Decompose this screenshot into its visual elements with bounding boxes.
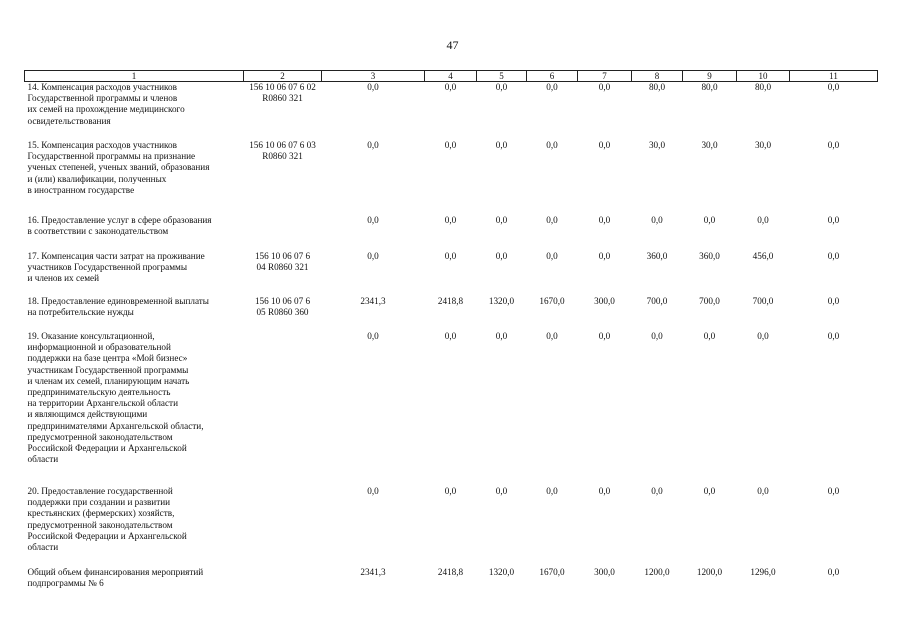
value-cell-col-6: 0,0 bbox=[546, 140, 558, 150]
column-header: 5 bbox=[477, 71, 527, 82]
table-header-row bbox=[25, 71, 878, 82]
value-cell-col-9: 80,0 bbox=[701, 82, 718, 92]
row-name-line: и являющимся действующими bbox=[27, 409, 148, 420]
row-name bbox=[25, 140, 244, 215]
column-header: 4 bbox=[425, 71, 477, 82]
value-cell-col-4: 0,0 bbox=[444, 331, 457, 341]
table-row bbox=[25, 331, 878, 486]
value-cell-col-5: 0,0 bbox=[495, 251, 508, 261]
budget-code bbox=[244, 567, 322, 591]
column-header: 2 bbox=[244, 71, 322, 82]
financing-table bbox=[24, 70, 878, 591]
value-cell-col-4: 0,0 bbox=[444, 215, 457, 225]
value-cell-col-11: 0,0 bbox=[827, 215, 840, 225]
row-name-line: в иностранном государстве bbox=[27, 184, 135, 195]
value-cell-col-10: 456,0 bbox=[752, 251, 774, 261]
value-cell-col-5: 0,0 bbox=[495, 486, 508, 496]
value-cell-col-8: 0,0 bbox=[651, 215, 663, 225]
value-cell-col-10: 30,0 bbox=[754, 140, 772, 150]
value-cell-col-3: 0,0 bbox=[367, 215, 379, 225]
row-name-line: 18. Предоставление единовременной выплаты bbox=[27, 296, 209, 306]
row-name-line: ученых степеней, ученых званий, образования bbox=[27, 162, 210, 173]
row-name-line: 16. Предоставление услуг в сфере образования bbox=[27, 215, 212, 225]
value-cell-col-11: 0,0 bbox=[827, 331, 840, 341]
value-cell-col-7: 0,0 bbox=[598, 331, 611, 341]
value-cell-col-8: 0,0 bbox=[651, 486, 663, 496]
value-cell-col-3: 0,0 bbox=[367, 82, 379, 92]
budget-code-line: 04 R0860 321 bbox=[256, 262, 309, 273]
table-row bbox=[25, 140, 878, 215]
row-name-line: Государственной программы на признание bbox=[27, 151, 196, 162]
value-cell-col-3: 0,0 bbox=[367, 140, 379, 150]
budget-code bbox=[244, 82, 322, 141]
row-name bbox=[25, 251, 244, 296]
column-header: 9 bbox=[683, 71, 737, 82]
value-cell-col-8: 360,0 bbox=[646, 251, 668, 261]
budget-code-line: R0860 321 bbox=[262, 151, 303, 162]
value-cell-col-7: 0,0 bbox=[598, 82, 611, 92]
row-name-line: Общий объем финансирования мероприятий bbox=[27, 567, 204, 577]
value-cell-col-4: 0,0 bbox=[444, 486, 457, 496]
page-number: 47 bbox=[446, 38, 459, 52]
table-row bbox=[25, 486, 878, 567]
column-header: 6 bbox=[527, 71, 578, 82]
row-name-line: и членов их семей bbox=[27, 273, 100, 284]
budget-code bbox=[244, 331, 322, 486]
row-name bbox=[25, 486, 244, 567]
value-cell-col-5: 0,0 bbox=[495, 140, 508, 150]
row-name-line: поддержки при создании и развитии bbox=[27, 497, 171, 508]
row-name-line: участников Государственной программы bbox=[27, 262, 188, 273]
table-row bbox=[25, 82, 878, 141]
row-name bbox=[25, 82, 244, 141]
value-cell-col-5: 0,0 bbox=[495, 82, 508, 92]
row-name-line: и (или) квалификации, полученных bbox=[27, 173, 167, 184]
row-name-line: участникам Государственной программы bbox=[27, 364, 189, 375]
table-row bbox=[25, 251, 878, 296]
budget-code-line: 156 10 06 07 6 bbox=[254, 251, 311, 261]
value-cell-col-4: 0,0 bbox=[444, 251, 457, 261]
value-cell-col-8: 0,0 bbox=[651, 331, 663, 341]
value-cell-col-7: 0,0 bbox=[598, 251, 611, 261]
row-name-line: освидетельствования bbox=[27, 115, 111, 126]
column-header: 10 bbox=[737, 71, 790, 82]
value-cell-col-3: 0,0 bbox=[367, 251, 379, 261]
row-name-line: их семей на прохождение медицинского bbox=[27, 104, 185, 115]
value-cell-col-10: 0,0 bbox=[757, 331, 769, 341]
budget-code bbox=[244, 486, 322, 567]
budget-code bbox=[244, 215, 322, 251]
value-cell-col-9: 0,0 bbox=[703, 215, 716, 225]
column-header: 8 bbox=[632, 71, 683, 82]
row-name-line: предпринимателями Архангельской области, bbox=[27, 420, 204, 431]
value-cell-col-8: 700,0 bbox=[646, 296, 668, 306]
budget-code-line: R0860 321 bbox=[262, 93, 303, 104]
value-cell-col-11: 0,0 bbox=[827, 486, 840, 496]
value-cell-col-7: 0,0 bbox=[598, 486, 611, 496]
row-name-line: поддержки на базе центра «Мой бизнес» bbox=[27, 353, 188, 364]
value-cell-col-9: 0,0 bbox=[703, 331, 716, 341]
row-name bbox=[25, 331, 244, 486]
value-cell-col-7: 0,0 bbox=[598, 215, 611, 225]
value-cell-col-5: 1320,0 bbox=[488, 296, 515, 306]
row-name-line: предусмотренной законодательством bbox=[27, 431, 173, 442]
value-cell-col-11: 0,0 bbox=[827, 251, 840, 261]
value-cell-col-5: 1320,0 bbox=[488, 567, 515, 577]
column-header: 1 bbox=[25, 71, 244, 82]
budget-code-line: 156 10 06 07 6 bbox=[254, 296, 311, 306]
row-name-line: Российской Федерации и Архангельской bbox=[27, 443, 187, 454]
value-cell-col-9: 0,0 bbox=[703, 486, 716, 496]
value-cell-col-3: 0,0 bbox=[367, 486, 379, 496]
row-name-line: Российской Федерации и Архангельской bbox=[27, 530, 187, 541]
value-cell-col-7: 300,0 bbox=[594, 296, 615, 306]
table-row bbox=[25, 296, 878, 331]
value-cell-col-11: 0,0 bbox=[827, 567, 840, 577]
budget-code bbox=[244, 251, 322, 296]
row-name-line: 14. Компенсация расходов участников bbox=[27, 82, 177, 92]
row-name bbox=[25, 567, 244, 591]
value-cell-col-6: 0,0 bbox=[546, 215, 558, 225]
column-header: 7 bbox=[578, 71, 632, 82]
row-name-line: предусмотренной законодательством bbox=[27, 519, 173, 530]
row-name-line: 15. Компенсация расходов участников bbox=[27, 140, 177, 150]
value-cell-col-7: 300,0 bbox=[594, 567, 615, 577]
budget-code-line: 156 10 06 07 6 02 bbox=[249, 82, 316, 92]
value-cell-col-3: 0,0 bbox=[367, 331, 379, 341]
value-cell-col-3: 2341,3 bbox=[360, 567, 386, 577]
value-cell-col-3: 2341,3 bbox=[360, 296, 386, 306]
column-header: 11 bbox=[790, 71, 878, 82]
value-cell-col-5: 0,0 bbox=[495, 215, 508, 225]
row-name-line: на потребительские нужды bbox=[27, 307, 134, 318]
budget-code-line: 156 10 06 07 6 03 bbox=[249, 140, 316, 150]
value-cell-col-4: 2418,8 bbox=[437, 567, 464, 577]
table-row bbox=[25, 215, 878, 251]
row-name-line: 19. Оказание консультационной, bbox=[27, 331, 155, 341]
value-cell-col-9: 700,0 bbox=[699, 296, 720, 306]
table-row-total bbox=[25, 567, 878, 591]
row-name-line: на территории Архангельской области bbox=[27, 398, 178, 409]
value-cell-col-9: 1200,0 bbox=[696, 567, 723, 577]
budget-code bbox=[244, 296, 322, 331]
row-name-line: предпринимательскую деятельность bbox=[27, 387, 171, 398]
value-cell-col-6: 0,0 bbox=[546, 82, 558, 92]
row-name bbox=[25, 296, 244, 331]
value-cell-col-11: 0,0 bbox=[827, 140, 840, 150]
value-cell-col-8: 80,0 bbox=[648, 82, 666, 92]
value-cell-col-10: 0,0 bbox=[757, 486, 769, 496]
table-body bbox=[25, 82, 878, 592]
budget-code-line: 05 R0860 360 bbox=[256, 307, 309, 318]
row-name-line: области bbox=[27, 454, 59, 465]
budget-code bbox=[244, 140, 322, 215]
value-cell-col-10: 80,0 bbox=[754, 82, 772, 92]
row-name-line: крестьянских (фермерских) хозяйств, bbox=[27, 508, 175, 519]
value-cell-col-4: 0,0 bbox=[444, 140, 457, 150]
value-cell-col-6: 1670,0 bbox=[539, 296, 565, 306]
row-name bbox=[25, 215, 244, 251]
row-name-line: в соответствии с законодательством bbox=[27, 226, 169, 237]
value-cell-col-10: 0,0 bbox=[757, 215, 769, 225]
row-name-line: 20. Предоставление государственной bbox=[27, 486, 173, 496]
value-cell-col-11: 0,0 bbox=[827, 296, 840, 306]
value-cell-col-6: 1670,0 bbox=[539, 567, 565, 577]
row-name-line: Государственной программы и членов bbox=[27, 93, 178, 104]
value-cell-col-4: 0,0 bbox=[444, 82, 457, 92]
value-cell-col-6: 0,0 bbox=[546, 251, 558, 261]
row-name-line: и членам их семей, планирующим начать bbox=[27, 375, 190, 386]
value-cell-col-10: 700,0 bbox=[752, 296, 774, 306]
value-cell-col-4: 2418,8 bbox=[437, 296, 464, 306]
value-cell-col-5: 0,0 bbox=[495, 331, 508, 341]
row-name-line: 17. Компенсация части затрат на проживание bbox=[27, 251, 205, 261]
value-cell-col-6: 0,0 bbox=[546, 331, 558, 341]
value-cell-col-11: 0,0 bbox=[827, 82, 840, 92]
column-header: 3 bbox=[322, 71, 425, 82]
value-cell-col-9: 360,0 bbox=[699, 251, 720, 261]
value-cell-col-8: 1200,0 bbox=[644, 567, 670, 577]
row-name-line: информационной и образовательной bbox=[27, 342, 171, 353]
value-cell-col-9: 30,0 bbox=[701, 140, 718, 150]
value-cell-col-7: 0,0 bbox=[598, 140, 611, 150]
row-name-line: подпрограммы № 6 bbox=[27, 578, 104, 589]
row-name-line: области bbox=[27, 542, 59, 553]
value-cell-col-8: 30,0 bbox=[648, 140, 666, 150]
value-cell-col-10: 1296,0 bbox=[750, 567, 776, 577]
value-cell-col-6: 0,0 bbox=[546, 486, 558, 496]
